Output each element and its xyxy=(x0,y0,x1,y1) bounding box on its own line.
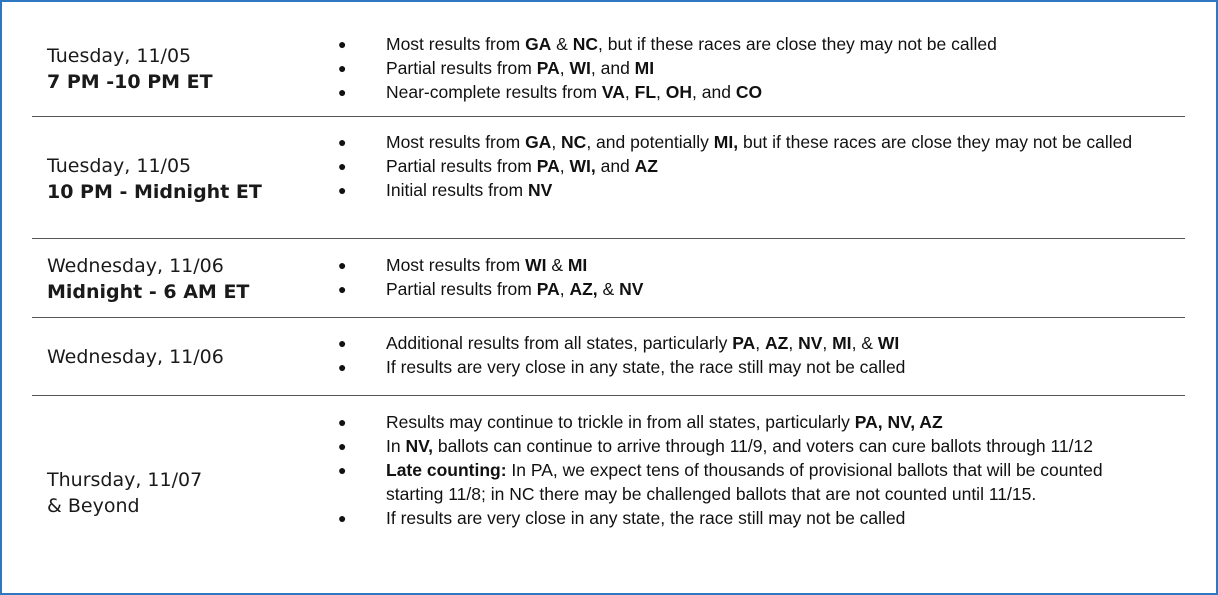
item-text: Near-complete results from xyxy=(386,82,602,102)
emphasized-text: NV xyxy=(798,333,823,353)
row-day-continued: & Beyond xyxy=(47,495,140,517)
list-item xyxy=(32,178,1161,202)
row-divider xyxy=(32,317,1185,318)
list-item xyxy=(32,331,1161,355)
item-text: , xyxy=(656,82,666,102)
emphasized-text: WI xyxy=(525,255,547,275)
emphasized-text: VA xyxy=(601,82,625,102)
item-text: , xyxy=(624,82,635,102)
result-list xyxy=(32,32,1161,104)
row-time: 10 PM - Midnight ET xyxy=(47,181,262,203)
emphasized-text: GA xyxy=(525,34,552,54)
item-text: , xyxy=(559,156,570,176)
table-row xyxy=(32,397,1185,591)
row-day: Wednesday, 11/06 xyxy=(47,255,224,277)
item-text: , and xyxy=(692,82,736,102)
row-divider xyxy=(32,116,1185,117)
item-text: , xyxy=(788,333,799,353)
emphasized-text: OH xyxy=(665,82,693,102)
emphasized-text: PA xyxy=(732,333,756,353)
list-item xyxy=(32,80,1161,104)
bullet-icon: ● xyxy=(338,182,347,198)
bullet-icon: ● xyxy=(338,359,347,375)
item-text: Initial results from xyxy=(386,180,528,200)
item-text: , xyxy=(551,132,562,152)
emphasized-text: MI xyxy=(567,255,588,275)
emphasized-text: PA xyxy=(536,279,560,299)
item-text: Partial results from xyxy=(386,279,537,299)
emphasized-text: PA xyxy=(536,156,560,176)
item-text: Partial results from xyxy=(386,156,537,176)
item-text: Results may continue to trickle in from all states, particularly xyxy=(386,412,855,432)
item-text: In PA, we expect tens of thousands of provisional ballots that will be counted starting 11/8; in NC there may be challenged ballots that are not counted until 11/15. xyxy=(386,460,1103,504)
row-day: Thursday, 11/07 xyxy=(47,469,203,491)
item-text: , & xyxy=(851,333,878,353)
emphasized-text: NV, xyxy=(405,436,434,456)
bullet-icon: ● xyxy=(338,84,347,100)
row-time: Midnight - 6 AM ET xyxy=(47,281,250,303)
list-item xyxy=(32,410,1161,434)
item-text: , xyxy=(755,333,765,353)
table-row xyxy=(32,118,1185,240)
emphasized-text: NC xyxy=(561,132,587,152)
emphasized-text: MI xyxy=(832,333,852,353)
item-text: ballots can continue to arrive through 11/9, and voters can cure ballots through 11/12 xyxy=(433,436,1093,456)
item-text: Most results from xyxy=(386,255,526,275)
list-item xyxy=(32,458,1161,506)
emphasized-text: AZ xyxy=(634,156,658,176)
bullet-icon: ● xyxy=(338,462,347,478)
bullet-icon: ● xyxy=(338,36,347,52)
list-item xyxy=(32,277,1161,301)
list-item xyxy=(32,253,1161,277)
list-item xyxy=(32,355,1161,379)
table-row xyxy=(32,319,1185,397)
table-row xyxy=(32,2,1185,118)
emphasized-text: WI xyxy=(569,58,591,78)
row-day: Tuesday, 11/05 xyxy=(47,45,192,67)
emphasized-text: MI xyxy=(634,58,655,78)
row-time: 7 PM -10 PM ET xyxy=(47,71,213,93)
list-item xyxy=(32,434,1161,458)
list-item xyxy=(32,32,1161,56)
item-text: Additional results from all states, particularly xyxy=(386,333,733,353)
emphasized-text: WI, xyxy=(569,156,596,176)
item-text: , xyxy=(559,279,570,299)
bullet-icon: ● xyxy=(338,134,347,150)
emphasized-text: PA, NV, AZ xyxy=(854,412,943,432)
list-item xyxy=(32,130,1161,154)
item-text: & xyxy=(546,255,568,275)
item-text: If results are very close in any state, the race still may not be called xyxy=(386,357,906,377)
item-text: , xyxy=(822,333,833,353)
item-text: Most results from xyxy=(386,132,526,152)
emphasized-text: Late counting: xyxy=(386,460,507,480)
item-text: In xyxy=(386,436,406,456)
bullet-icon: ● xyxy=(338,438,347,454)
emphasized-text: NC xyxy=(572,34,598,54)
emphasized-text: AZ, xyxy=(569,279,598,299)
bullet-icon: ● xyxy=(338,281,347,297)
item-text: Most results from xyxy=(386,34,526,54)
emphasized-text: NV xyxy=(619,279,644,299)
bullet-icon: ● xyxy=(338,257,347,273)
emphasized-text: CO xyxy=(735,82,763,102)
table-row xyxy=(32,240,1185,318)
result-list xyxy=(32,331,1161,379)
item-text: but if these races are close they may not be called xyxy=(738,132,1133,152)
bullet-icon: ● xyxy=(338,158,347,174)
item-text: & xyxy=(551,34,573,54)
row-divider xyxy=(32,238,1185,239)
row-day: Wednesday, 11/06 xyxy=(47,346,224,368)
item-text: & xyxy=(597,279,620,299)
result-list xyxy=(32,253,1161,301)
row-day: Tuesday, 11/05 xyxy=(47,155,192,177)
result-list xyxy=(32,130,1161,202)
emphasized-text: FL xyxy=(634,82,657,102)
emphasized-text: MI, xyxy=(713,132,739,152)
emphasized-text: NV xyxy=(527,180,553,200)
row-divider xyxy=(32,395,1185,396)
result-list xyxy=(32,410,1161,530)
item-text: , and potentially xyxy=(586,132,714,152)
bullet-icon: ● xyxy=(338,414,347,430)
item-text: , but if these races are close they may not be called xyxy=(598,34,997,54)
item-text: If results are very close in any state, the race still may not be called xyxy=(386,508,906,528)
emphasized-text: GA xyxy=(525,132,552,152)
emphasized-text: PA xyxy=(536,58,560,78)
list-item xyxy=(32,56,1161,80)
item-text: and xyxy=(595,156,635,176)
item-text: , and xyxy=(590,58,635,78)
item-text: Partial results from xyxy=(386,58,537,78)
emphasized-text: WI xyxy=(877,333,900,353)
emphasized-text: AZ xyxy=(765,333,789,353)
list-item xyxy=(32,506,1161,530)
item-text: , xyxy=(559,58,570,78)
bullet-icon: ● xyxy=(338,60,347,76)
bullet-icon: ● xyxy=(338,510,347,526)
list-item xyxy=(32,154,1161,178)
bullet-icon: ● xyxy=(338,335,347,351)
